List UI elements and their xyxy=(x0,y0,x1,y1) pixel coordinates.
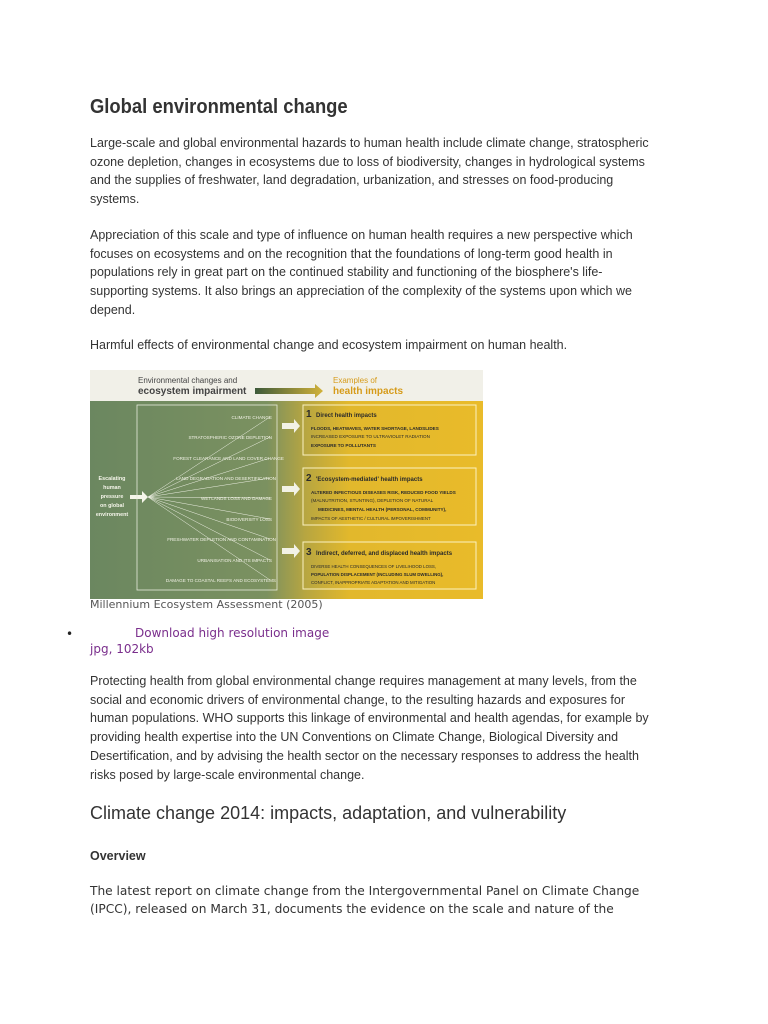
figure-caption: Millennium Ecosystem Assessment (2005) xyxy=(90,598,323,611)
impact-2-number: 2 xyxy=(306,473,312,484)
change-3: LAND DEGRADATION AND DESERTIFICATION xyxy=(176,476,276,481)
figure-left-header-1: Environmental changes and xyxy=(138,376,238,385)
change-1: STRATOSPHERIC OZONE DEPLETION xyxy=(188,435,272,440)
pressure-label-4: environment xyxy=(95,512,129,518)
paragraph-figure-intro: Harmful effects of environmental change and ecosystem impairment on human health. xyxy=(90,338,568,352)
figure-left-header-2: ecosystem impairment xyxy=(138,386,247,397)
paragraph-hazards: Large-scale and global environmental hazards to human health include climate change, stratospheric ozone depletion, changes in ecosystems due to loss of biodiversity, changes in hydrological systems and the supplies of freshwater, land degradation, urbanization, and stresses on food-producing systems. xyxy=(90,136,649,207)
impact-2-line-1: (MALNUTRITION, STUNTING), DEPLETION OF NATURAL xyxy=(311,498,434,503)
change-8: DAMAGE TO COASTAL REEFS AND ECOSYSTEMS xyxy=(165,578,276,583)
change-2: FOREST CLEARANCE AND LAND COVER CHANGE xyxy=(173,456,284,461)
section-heading-climate: Climate change 2014: impacts, adaptation, and vulnerability xyxy=(90,803,567,823)
download-image-link[interactable]: Download high resolution image xyxy=(135,626,330,640)
impact-3-title: Indirect, deferred, and displaced health impacts xyxy=(316,551,453,557)
change-6: FRESHWATER DEPLETION AND CONTAMINATION xyxy=(167,537,276,542)
change-4: WETLANDS LOSS AND DAMAGE xyxy=(201,496,272,501)
figure-right-header-1: Examples of xyxy=(333,376,378,385)
impact-3-line-0: DIVERSE HEALTH CONSEQUENCES OF LIVELIHOOD LOSS, xyxy=(311,564,437,569)
pressure-label-2: pressure xyxy=(100,494,124,500)
paragraph-protecting-health: Protecting health from global environmental change requires management at many levels, from the social and economic drivers of environmental change, to the resulting hazards and exposures for human populations. WHO supports this linkage of environmental and health agendas, for example by providing health expertise into the UN Conventions on Climate Change, Biological Diversity and Desertification, and by advising the health sector on the necessary responses to address the health risks posed by large-scale environmental change. xyxy=(90,674,649,782)
impact-3-number: 3 xyxy=(306,547,312,558)
pressure-label-3: on global xyxy=(100,503,124,509)
paragraph-perspective: Appreciation of this scale and type of influence on human health requires a new perspective which focuses on ecosystems and on the recognition that the foundations of long-term good health in populations rely in great part on the continued stability and functioning of the biosphere's life-supporting systems. It also brings an appreciation of the complexity of the systems upon which we depend. xyxy=(90,228,633,317)
impact-2-title: 'Ecosystem-mediated' health impacts xyxy=(316,477,423,483)
impact-1-line-1: INCREASED EXPOSURE TO ULTRAVIOLET RADIATION xyxy=(311,434,430,439)
impact-1-number: 1 xyxy=(306,409,312,420)
page-title: Global environmental change xyxy=(90,96,348,118)
change-5: BIODIVERSITY LOSS xyxy=(226,517,272,522)
environmental-change-figure[interactable] xyxy=(90,370,483,599)
impact-2-line-3: IMPACTS OF AESTHETIC / CULTURAL IMPOVERISHMENT xyxy=(311,516,431,521)
download-file-info: jpg, 102kb xyxy=(90,642,154,656)
figure-right-header-2: health impacts xyxy=(333,386,404,397)
paragraph-ipcc: The latest report on climate change from the Intergovernmental Panel on Climate Change (IPCC), released on March 31, documents the evidence on the scale and nature of the xyxy=(90,884,640,916)
pressure-label-0: Escalating xyxy=(98,476,126,482)
impact-2-line-0: ALTERED INFECTIOUS DISEASES RISK, REDUCED FOOD YIELDS xyxy=(311,490,456,495)
impact-1-title: Direct health impacts xyxy=(316,413,377,419)
overview-label: Overview xyxy=(90,849,146,863)
pressure-label-1: human xyxy=(103,485,121,491)
change-0: CLIMATE CHANGE xyxy=(231,415,272,420)
list-bullet: • xyxy=(66,627,74,641)
impact-3-line-2: CONFLICT, INAPPROPRIATE ADAPTATION AND MITIGATION xyxy=(311,580,436,585)
impact-3-line-1: POPULATION DISPLACEMENT (INCLUDING SLUM DWELLING), xyxy=(311,572,444,577)
change-7: URBANISATION AND ITS IMPACTS xyxy=(197,558,272,563)
impact-1-line-2: EXPOSURE TO POLLUTANTS xyxy=(311,443,376,448)
impact-2-line-2: MEDICINES, MENTAL HEALTH (PERSONAL, COMMUNITY), xyxy=(318,507,447,512)
impact-1-line-0: FLOODS, HEATWAVES, WATER SHORTAGE, LANDSLIDES xyxy=(311,426,439,431)
